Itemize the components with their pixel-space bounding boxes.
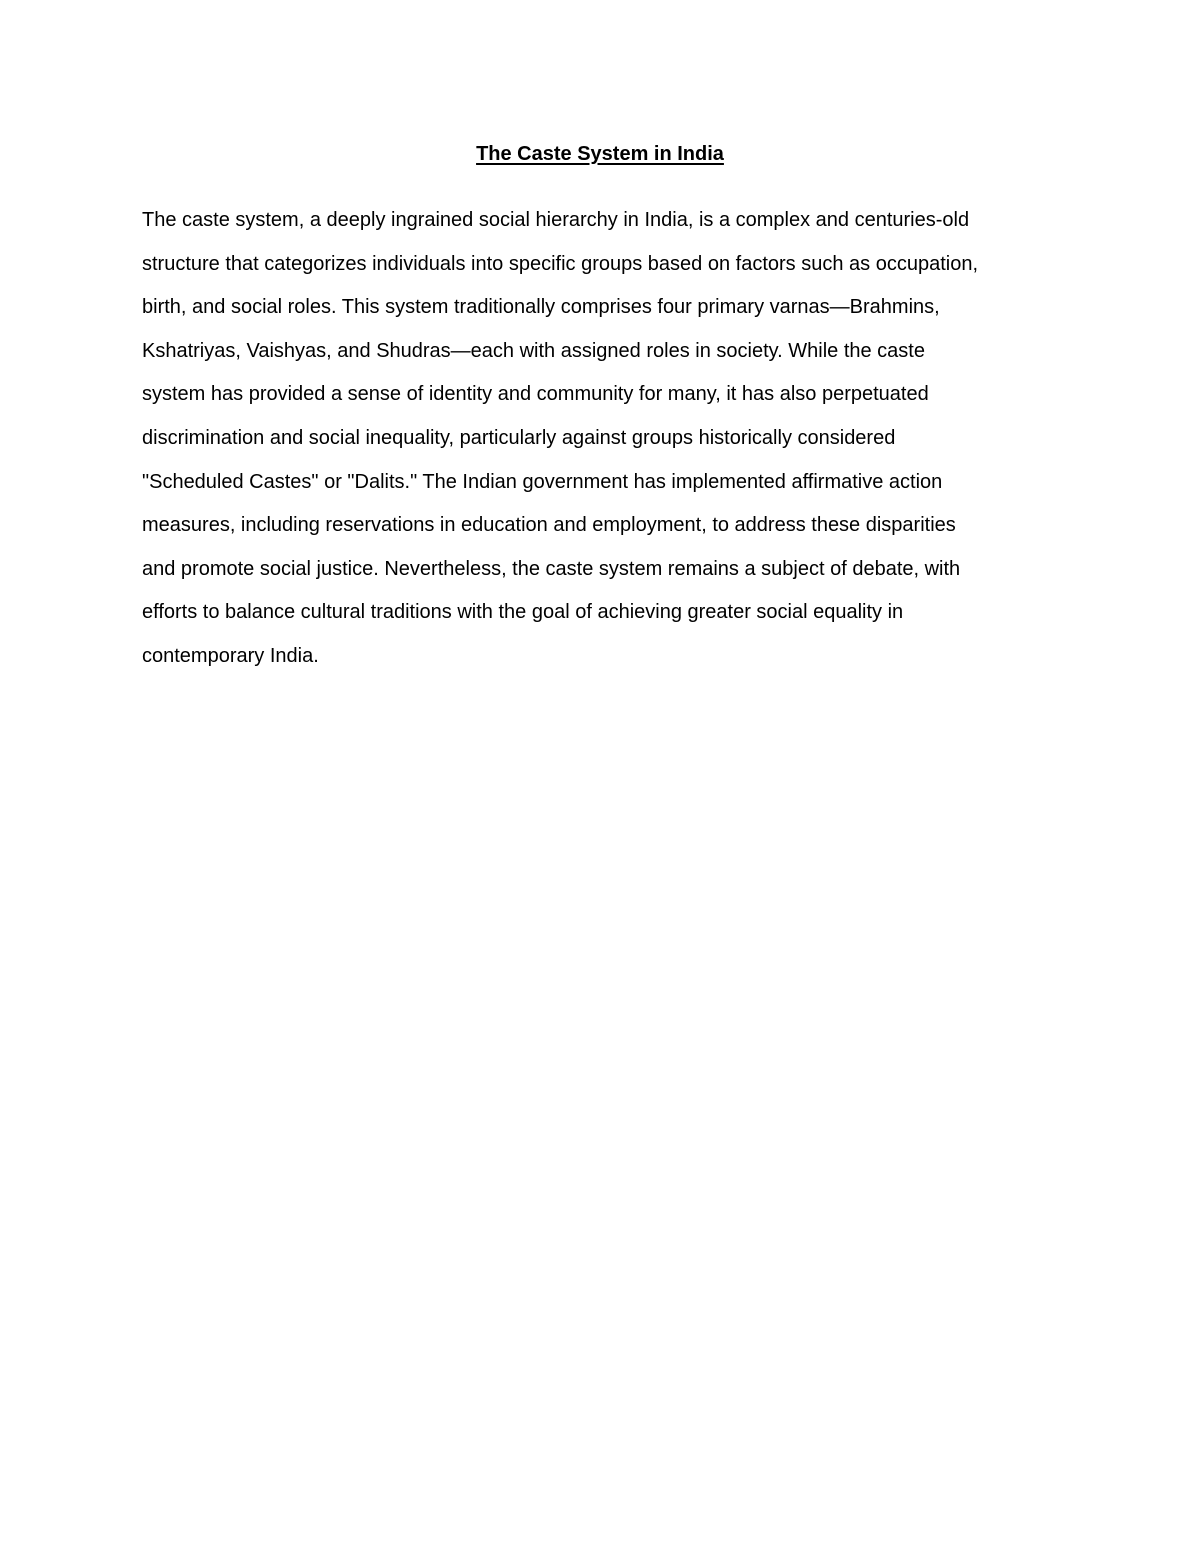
paragraph-line: system has provided a sense of identity and community for many, it has also perpetuated bbox=[142, 383, 929, 406]
paragraph-line: "Scheduled Castes" or "Dalits." The Indian government has implemented affirmative action bbox=[142, 470, 943, 493]
paragraph-line: birth, and social roles. This system traditionally comprises four primary varnas—Brahmins, bbox=[142, 296, 940, 319]
body-paragraph bbox=[142, 199, 1062, 679]
paragraph-line: discrimination and social inequality, particularly against groups historically considered bbox=[142, 426, 896, 449]
paragraph-line: The caste system, a deeply ingrained social hierarchy in India, is a complex and centuries-old bbox=[142, 209, 970, 231]
paragraph-line: and promote social justice. Nevertheless, the caste system remains a subject of debate, with bbox=[142, 557, 961, 580]
paragraph-line: measures, including reservations in education and employment, to address these disparities bbox=[142, 514, 956, 537]
paragraph-line: Kshatriyas, Vaishyas, and Shudras—each with assigned roles in society. While the caste bbox=[142, 339, 925, 362]
paragraph-line: structure that categorizes individuals into specific groups based on factors such as occupation, bbox=[142, 252, 979, 275]
paragraph-line: contemporary India. bbox=[142, 644, 319, 667]
paragraph-line: efforts to balance cultural traditions with the goal of achieving greater social equality in bbox=[142, 601, 904, 624]
document-title: The Caste System in India bbox=[476, 143, 724, 165]
